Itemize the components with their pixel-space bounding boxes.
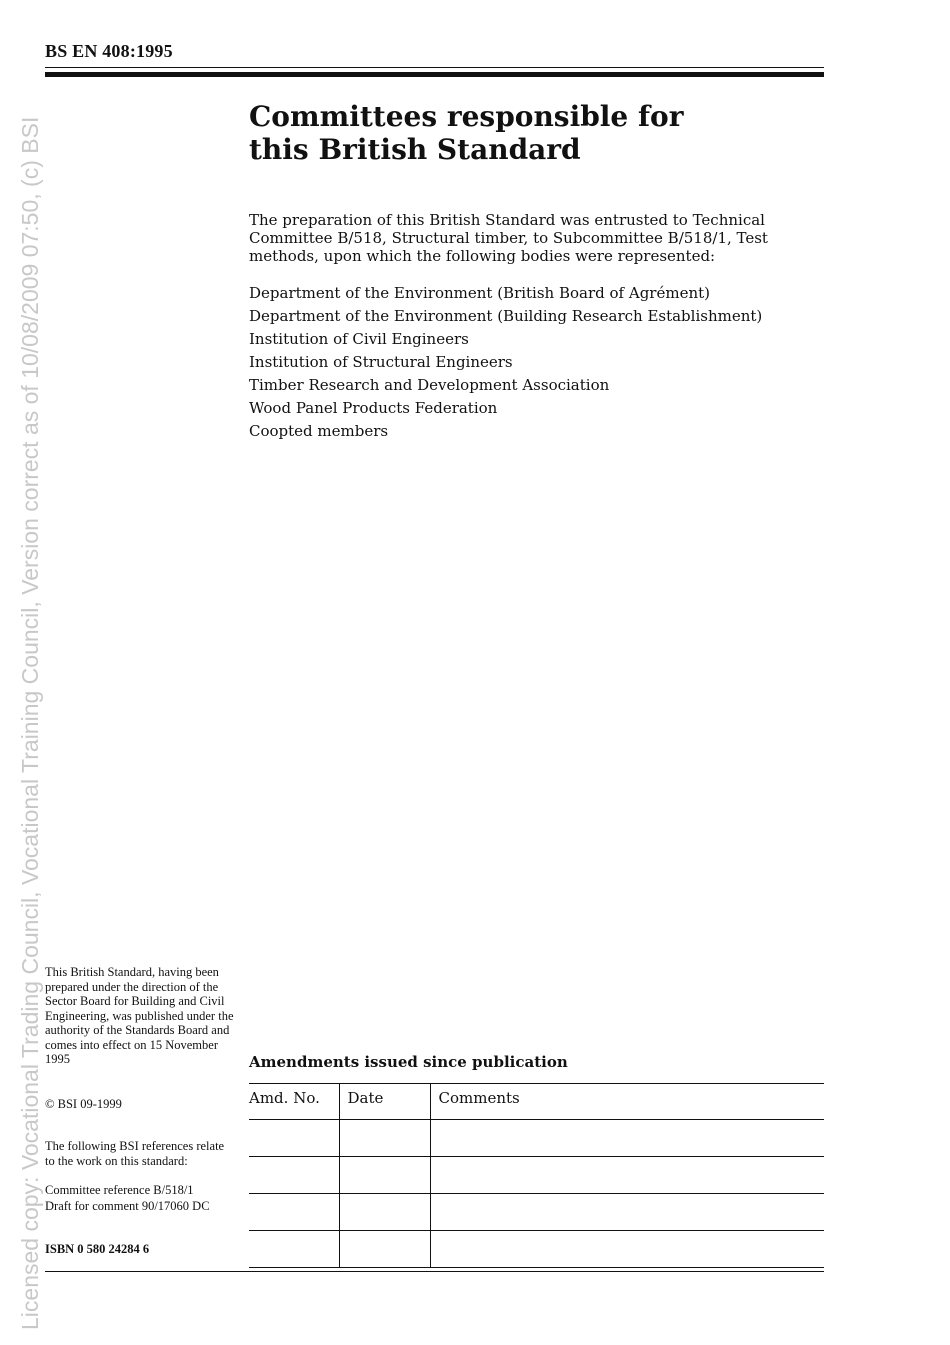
publication-note: This British Standard, having been prepared under the direction of the Sector Board for Building and Civil Engineering, was published under the authority of the Standards Board and comes into effect on 15 November 1995 [45,965,234,1066]
isbn: ISBN 0 580 24284 6 [45,1242,150,1256]
page-title: Committees responsible for this British Standard [249,100,684,166]
table-cell [339,1120,430,1157]
table-cell [339,1157,430,1194]
list-item: Department of the Environment (Building Research Establishment) [249,307,763,325]
table-cell [430,1157,824,1194]
table-row [249,1157,824,1194]
table-cell [430,1194,824,1231]
table-cell [430,1231,824,1268]
intro-paragraph: The preparation of this British Standard was entrusted to Technical Committee B/518, Structural timber, to Subcommittee B/518/1, Test methods, upon which the following bodies were represented: [249,211,768,265]
list-item: Coopted members [249,422,389,440]
table-row [249,1231,824,1268]
table-cell [249,1194,339,1231]
table-header-row [249,1084,824,1120]
license-watermark: Licensed copy: Vocational Trading Council, Vocational Training Council, Version correct as of 10/08/2009 07:50, (c) BSI [17,116,43,1330]
footer-rule [45,1271,824,1272]
table-cell [339,1194,430,1231]
table-row [249,1120,824,1157]
amendments-table [249,1083,824,1268]
list-item: Institution of Civil Engineers [249,330,469,348]
represented-bodies-list [249,282,762,443]
amendments-title: Amendments issued since publication [249,1053,568,1071]
header-rule-thin [45,67,824,68]
table-cell [430,1120,824,1157]
list-item: Department of the Environment (British Board of Agrément) [249,284,710,302]
table-row [249,1194,824,1231]
column-header-amd-no: Amd. No. [249,1084,339,1120]
list-item: Wood Panel Products Federation [249,399,498,417]
table-cell [339,1231,430,1268]
column-header-comments: Comments [430,1084,824,1120]
committee-reference: Committee reference B/518/1 [45,1183,194,1197]
list-item: Institution of Structural Engineers [249,353,513,371]
list-item: Timber Research and Development Association [249,376,610,394]
table-cell [249,1157,339,1194]
table-cell [249,1120,339,1157]
draft-reference: Draft for comment 90/17060 DC [45,1199,210,1213]
references-intro: The following BSI references relate to the work on this standard: [45,1139,225,1168]
column-header-date: Date [339,1084,430,1120]
table-cell [249,1231,339,1268]
header-rule-thick [45,72,824,77]
copyright-notice: © BSI 09-1999 [45,1097,122,1111]
standard-code: BS EN 408:1995 [45,41,173,61]
